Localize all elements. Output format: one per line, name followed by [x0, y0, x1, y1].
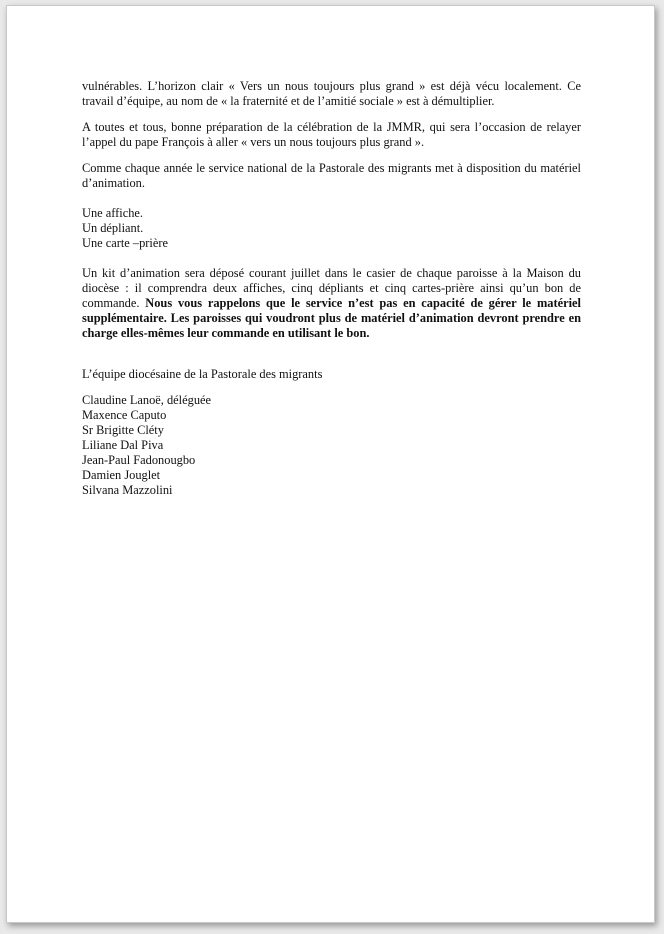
member-name: Maxence Caputo: [82, 408, 167, 422]
member-name: Jean-Paul Fadonougbo: [82, 453, 196, 467]
document-page: [6, 5, 655, 923]
member-name: Sr Brigitte Cléty: [82, 423, 164, 437]
list-item: Une affiche.: [82, 206, 144, 220]
member-name: Liliane Dal Piva: [82, 438, 164, 452]
paragraph-horizon: vulnérables. L’horizon clair « Vers un nous toujours plus grand » est déjà vécu localement. Ce travail d’équipe, au nom de « la fraternité et de l’amitié sociale » est à démultiplier.: [82, 79, 581, 108]
paragraph-materiel: Comme chaque année le service national de la Pastorale des migrants met à disposition du matériel d’animation.: [82, 161, 581, 190]
materials-list: [82, 206, 581, 251]
list-item: Une carte –prière: [82, 236, 168, 250]
member-name: Claudine Lanoë, déléguée: [82, 393, 212, 407]
signature-block: [82, 367, 581, 498]
member-name: Silvana Mazzolini: [82, 483, 173, 497]
member-name: Damien Jouglet: [82, 468, 161, 482]
kit-warning: Nous vous rappelons que le service n’est pas en capacité de gérer le matériel supplémentaire. Les paroisses qui voudront plus de matériel d’animation devront prendre en charge elles-mêmes leur commande en utilisant le bon.: [82, 296, 581, 340]
list-item: Un dépliant.: [82, 221, 144, 235]
document-body: [82, 79, 581, 498]
paragraph-jmmr: A toutes et tous, bonne préparation de la célébration de la JMMR, qui sera l’occasion de relayer l’appel du pape François à aller « vers un nous toujours plus grand ».: [82, 120, 581, 149]
team-name: L’équipe diocésaine de la Pastorale des migrants: [82, 367, 323, 381]
kit-text: Un kit d’animation sera déposé courant juillet dans le casier de chaque paroisse à la Maison du diocèse : il comprendra deux affiches, cinq dépliants et cinq cartes-prière ainsi qu’un bon de commande.: [82, 266, 581, 310]
paragraph-kit: [82, 266, 581, 341]
